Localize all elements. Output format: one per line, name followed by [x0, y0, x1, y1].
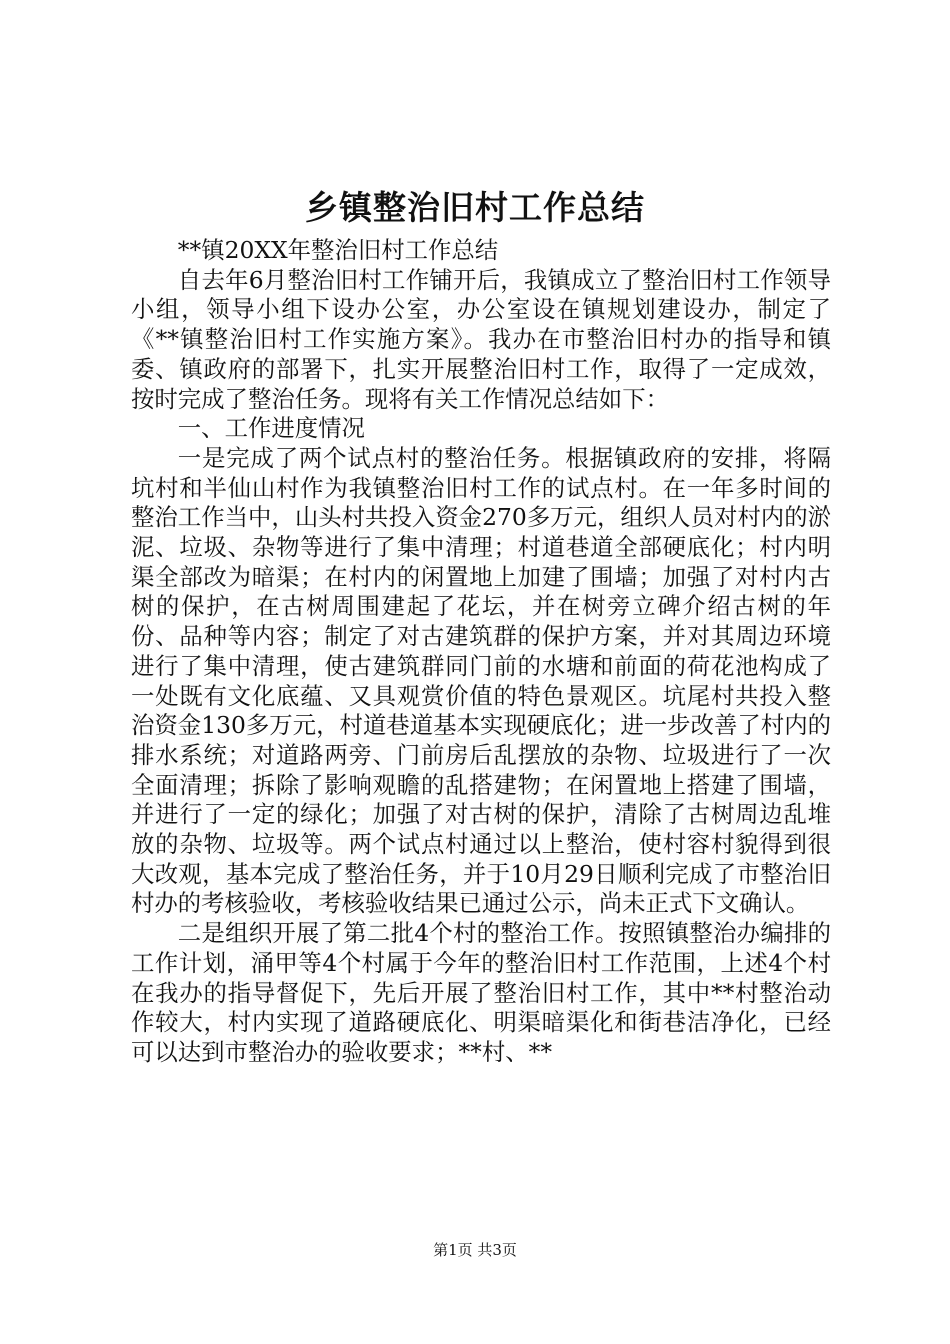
body-paragraph: 二是组织开展了第二批4个村的整治工作。按照镇整治办编排的工作计划，涌甲等4个村属于今年的整治旧村工作范围，上述4个村在我办的指导督促下，先后开展了整治旧村工作，其中**村整治动作较大，村内实现了道路硬底化、明渠暗渠化和街巷洁净化，已经可以达到市整治办的验收要求；**村、** — [131, 919, 831, 1066]
page-number-footer: 第1页 共3页 — [433, 1241, 517, 1259]
section-heading: 一、工作进度情况 — [177, 414, 365, 443]
document-title: 乡镇整治旧村工作总结 — [305, 188, 645, 227]
document-body — [131, 236, 831, 1068]
body-paragraph: 一是完成了两个试点村的整治任务。根据镇政府的安排，将隔坑村和半仙山村作为我镇整治旧村工作的试点村。在一年多时间的整治工作当中，山头村共投入资金270多万元，组织人员对村内的淤泥、垃圾、杂物等进行了集中清理；村道巷道全部硬底化；村内明渠全部改为暗渠；在村内的闲置地上加建了围墙；加强了对村内古树的保护，在古树周围建起了花坛，并在树旁立碑介绍古树的年份、品种等内容；制定了对古建筑群的保护方案，并对其周边环境进行了集中清理，使古建筑群同门前的水塘和前面的荷花池构成了一处既有文化底蕴、又具观赏价值的特色景观区。坑尾村共投入整治资金130多万元，村道巷道基本实现硬底化；进一步改善了村内的排水系统；对道路两旁、门前房后乱摆放的杂物、垃圾进行了一次全面清理；拆除了影响观瞻的乱搭建物；在闲置地上搭建了围墙，并进行了一定的绿化；加强了对古树的保护，清除了古树周边乱堆放的杂物、垃圾等。两个试点村通过以上整治，使村容村貌得到很大改观，基本完成了整治任务，并于10月29日顺利完成了市整治旧村办的考核验收，考核验收结果已通过公示，尚未正式下文确认。 — [131, 443, 831, 918]
intro-paragraph: 自去年6月整治旧村工作铺开后，我镇成立了整治旧村工作领导小组，领导小组下设办公室，办公室设在镇规划建设办，制定了《**镇整治旧村工作实施方案》。我办在市整治旧村办的指导和镇委、镇政府的部署下，扎实开展整治旧村工作，取得了一定成效，按时完成了整治任务。现将有关工作情况总结如下： — [131, 265, 831, 413]
subtitle-paragraph: **镇20XX年整治旧村工作总结 — [177, 236, 499, 264]
